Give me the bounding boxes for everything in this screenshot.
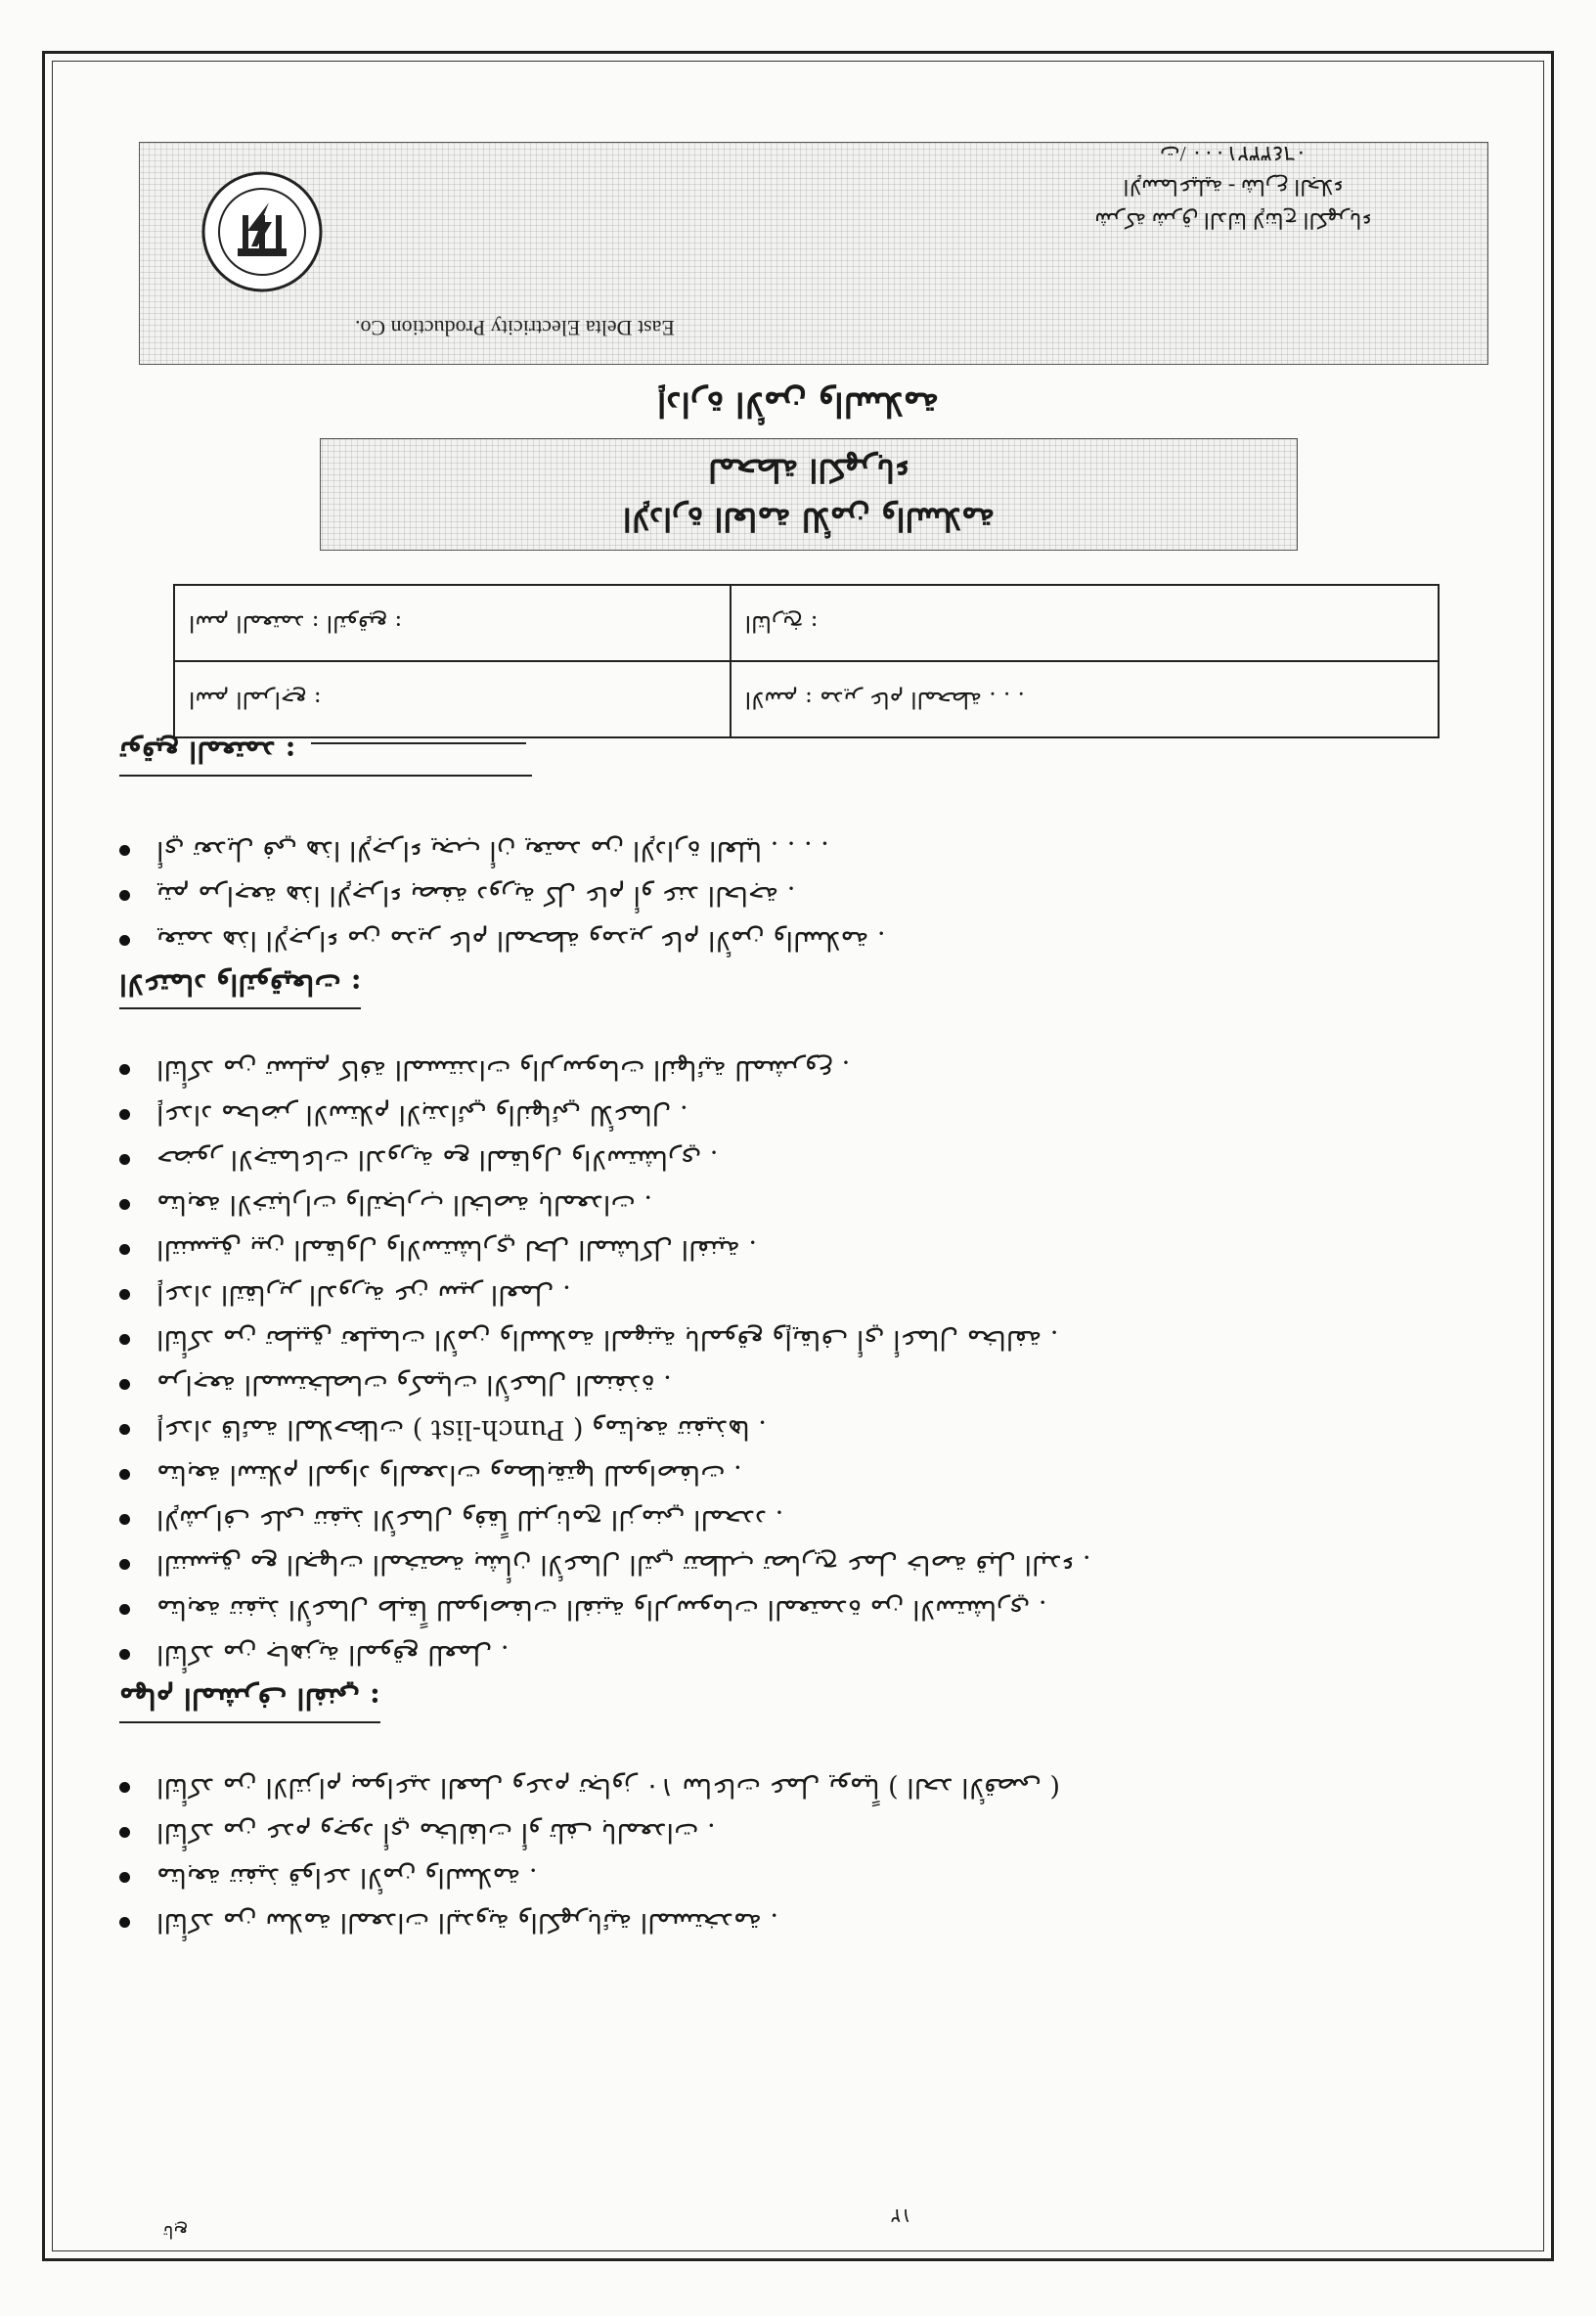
signature-line: [312, 742, 527, 744]
table-cell: اسم المعتمد : التوقيع :: [174, 585, 731, 661]
list-item-text: إعداد التقارير الدورية عن سير العمل .: [156, 1279, 571, 1310]
bullet-icon: [119, 890, 130, 901]
list-item-text: متابعة تنفيذ الأعمال طبقاً للمواصفات الفنية والرسومات المعتمدة من الاستشاري .: [156, 1594, 1047, 1625]
section-supervisor: [119, 1047, 1488, 1729]
department-box: [320, 438, 1298, 551]
section-title: الاعتماد والتوقيعات :: [119, 962, 361, 1009]
section-title: مهام المشرف الفني :: [119, 1676, 380, 1723]
list-item: [119, 1854, 1488, 1899]
bullet-icon: [119, 1604, 130, 1615]
table-cell: اسم المراجع :: [174, 661, 731, 737]
table-row: [174, 585, 1439, 661]
list-item: [119, 1809, 1488, 1854]
list-item-text: إعداد محاضر الاستلام الابتدائي والنهائي للأعمال .: [156, 1099, 688, 1130]
department-line: لمحطة الكهرباء: [708, 452, 909, 489]
company-name-en: East Delta Electricity Production Co.: [355, 316, 675, 340]
address-line: ت/ ٠٦٤٣٣٢١٠٠٠: [1159, 142, 1308, 166]
bullet-icon: [119, 1064, 130, 1075]
list-item: [119, 1541, 1488, 1586]
bullet-icon: [119, 1199, 130, 1210]
list-item-text: يعتمد هذا الإجراء من مدير عام المحطة ومدير عام الأمن والسلامة .: [156, 925, 886, 956]
office-title: إدارة الأمن والسلامة: [656, 384, 940, 423]
bullet-icon: [119, 1154, 130, 1165]
bullet-icon: [119, 1872, 130, 1883]
list-item-text: متابعة استلام المواد والمعدات ومطابقتها للمواصفات .: [156, 1459, 742, 1490]
company-address: [1038, 137, 1429, 237]
list-item-text: حضور الاجتماعات الدورية مع المقاول والاستشاري .: [156, 1144, 719, 1175]
list-item: [119, 1899, 1488, 1944]
list-item-text: التنسيق مع الجهات المختصة بشأن الأعمال التي تتطلب تصاريح عمل خاصة قبل البدء .: [156, 1549, 1091, 1580]
list-item: [119, 1091, 1488, 1136]
bullet-icon: [119, 1469, 130, 1480]
list-item: [119, 1764, 1488, 1809]
list-item: [119, 1361, 1488, 1406]
list-item-text: يتم مراجعة هذا الإجراء بصفة دورية كل عام أو عند الحاجة .: [156, 880, 796, 911]
bullet-icon: [119, 1649, 130, 1660]
list-item: [119, 1451, 1488, 1496]
list-item: [119, 1406, 1488, 1451]
page-number: ١٢: [890, 2205, 911, 2228]
bullet-icon: [119, 1917, 130, 1928]
bullet-icon: [119, 1559, 130, 1570]
bullet-icon: [119, 1289, 130, 1300]
list-item: [119, 917, 1488, 962]
bullet-icon: [119, 1334, 130, 1345]
signoff-table: [173, 584, 1440, 738]
table-cell: الاسم : مدير عام المحطة . . .: [731, 661, 1439, 737]
signature-title-text: توقيع المعتمد :: [119, 735, 296, 769]
list-item: [119, 1226, 1488, 1271]
signature-section: [119, 730, 1488, 782]
list-item-text: الإشراف على تنفيذ الأعمال وفقاً للبرنامج الزمني المحدد .: [156, 1504, 784, 1535]
list-item: [119, 1316, 1488, 1361]
table-cell: التاريخ :: [731, 585, 1439, 661]
list-item: [119, 1047, 1488, 1091]
bullet-icon: [119, 1514, 130, 1525]
list-item-text: التأكد من الالتزام بمواعيد العمل وعدم تجاوز ١٠ ساعات عمل يومياً ( الحد الأقصى ): [156, 1772, 1061, 1803]
letterhead-footer: [139, 142, 1488, 365]
list-item: [119, 872, 1488, 917]
section-top: [119, 1764, 1488, 1944]
bullet-icon: [119, 1379, 130, 1390]
list-item: [119, 1136, 1488, 1181]
list-item-text: التأكد من جاهزية الموقع للعمل .: [156, 1639, 510, 1670]
list-item: [119, 1631, 1488, 1676]
list-item-text: التأكد من تسليم كافة المستندات والرسومات النهائية للمشروع .: [156, 1054, 851, 1085]
section-approval: [119, 827, 1488, 1015]
bullet-icon: [119, 1782, 130, 1793]
signature-title: [119, 730, 533, 777]
bullet-icon: [119, 845, 130, 856]
company-name-ar: شركة شرق الدلتا لإنتاج الكهرباء: [1094, 208, 1372, 233]
list-item-text: التأكد من تطبيق تعليمات الأمن والسلامة المهنية بالموقع وإيقاف أي أعمال مخالفة .: [156, 1324, 1059, 1355]
bullet-icon: [119, 1109, 130, 1120]
table-row: [174, 661, 1439, 737]
list-item: [119, 1496, 1488, 1541]
company-logo-icon: [199, 168, 326, 295]
list-item-text: التأكد من سلامة المعدات اليدوية والكهربائية المستخدمة .: [156, 1907, 779, 1937]
list-item-text: إعداد قائمة الملاحظات ( Punch-list ) ومتابعة تنفيذها .: [156, 1414, 767, 1445]
bullet-icon: [119, 935, 130, 946]
list-item-text: متابعة الاختبارات والتجارب الخاصة بالمعدات .: [156, 1189, 652, 1220]
list-item-text: التنسيق بين المقاول والاستشاري لحل المشاكل الفنية .: [156, 1234, 757, 1265]
list-item-text: التأكد من عدم وجود أي مخالفات أو تلف بالمعدات .: [156, 1817, 716, 1848]
list-item-text: متابعة تنفيذ قواعد الأمن والسلامة .: [156, 1862, 538, 1893]
list-item: [119, 1271, 1488, 1316]
list-item: [119, 1586, 1488, 1631]
bullet-icon: [119, 1244, 130, 1255]
bullet-icon: [119, 1827, 130, 1838]
list-item-text: أي تعديل في هذا الإجراء يجب أن يعتمد من الإدارة العليا . . . .: [156, 835, 829, 866]
department-line: الإدارة العامة للأمن والسلامة: [622, 501, 996, 538]
list-item: [119, 827, 1488, 872]
address-line: الإسماعيلية - شارع الجلاء: [1123, 175, 1344, 200]
list-item: [119, 1181, 1488, 1226]
reference-label: تابع: [162, 2221, 188, 2242]
bullet-icon: [119, 1424, 130, 1435]
list-item-text: مراجعة المستخلصات وكميات الأعمال المنفذة .: [156, 1369, 672, 1400]
